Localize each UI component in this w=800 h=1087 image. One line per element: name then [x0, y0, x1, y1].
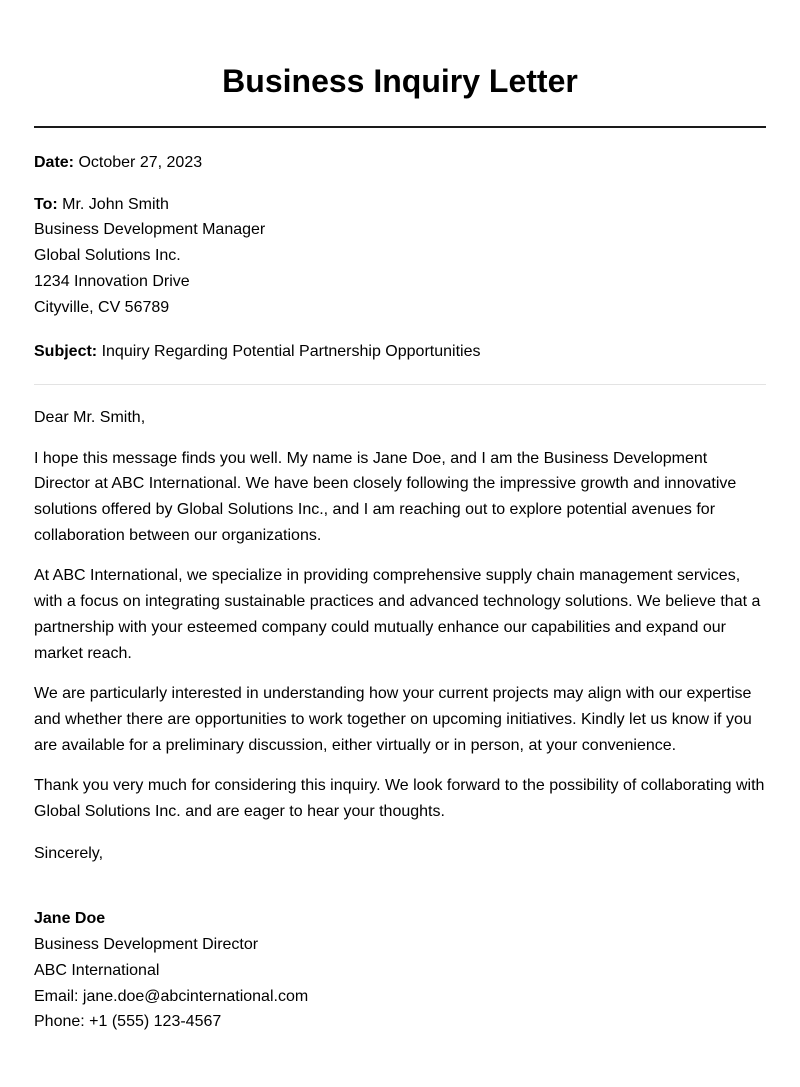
recipient-block [34, 192, 766, 321]
signature-title: Business Development Director [34, 936, 259, 954]
letter-title: Business Inquiry Letter [222, 63, 578, 99]
signature-block [34, 906, 766, 1035]
body-paragraph: Thank you very much for considering this inquiry. We look forward to the possibility of collaborating with Global Solutions Inc. and are eager to hear your thoughts. [34, 777, 765, 821]
letter-page [34, 0, 766, 1035]
body-paragraph: We are particularly interested in understanding how your current projects may align with our expertise and whether there are opportunities to work together on upcoming initiatives. Kindly let us know if you are available for a preliminary discussion, either virtually or in person, at your convenience. [34, 685, 752, 754]
body-paragraph: At ABC International, we specialize in providing comprehensive supply chain management services, with a focus on integrating sustainable practices and advanced technology solutions. We believe that a partnership with your esteemed company could mutually enhance our capabilities and expand our market reach. [34, 567, 761, 662]
recipient-company: Global Solutions Inc. [34, 247, 181, 265]
subject-line [34, 339, 766, 365]
signature-phone: Phone: +1 (555) 123-4567 [34, 1013, 222, 1031]
date-label: Date: [34, 154, 75, 171]
to-line [34, 192, 766, 218]
title-divider [34, 126, 766, 128]
date-line [34, 150, 766, 176]
subject-label: Subject: [34, 343, 98, 361]
greeting: Dear Mr. Smith, [34, 408, 146, 426]
recipient-title: Business Development Manager [34, 221, 266, 239]
recipient-city: Cityville, CV 56789 [34, 298, 170, 316]
subject-divider [34, 384, 766, 385]
date-value: October 27, 2023 [78, 154, 203, 171]
signature-company: ABC International [34, 961, 160, 979]
subject-value: Inquiry Regarding Potential Partnership Opportunities [101, 343, 481, 361]
body-paragraph: I hope this message finds you well. My name is Jane Doe, and I am the Business Development Director at ABC International. We have been closely following the impressive growth and innovative solutions offered by Global Solutions Inc., and I am reaching out to explore potential avenues for collaboration between our organizations. [34, 449, 737, 544]
recipient-name: Mr. John Smith [62, 195, 169, 213]
recipient-street: 1234 Innovation Drive [34, 272, 190, 290]
to-label: To: [34, 195, 58, 213]
signature-email: Email: jane.doe@abcinternational.com [34, 987, 309, 1005]
closing: Sincerely, [34, 844, 104, 862]
signature-name: Jane Doe [34, 910, 106, 928]
